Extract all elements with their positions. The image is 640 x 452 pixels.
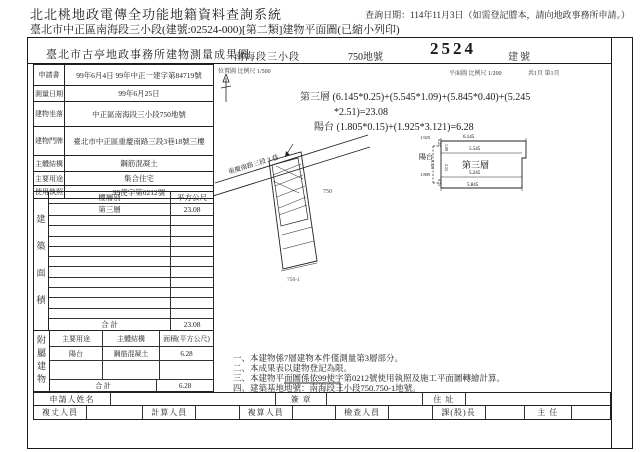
info-value: 99年6月25日 (118, 89, 160, 98)
notes-block (233, 353, 505, 393)
annex-total-row (50, 380, 213, 391)
empty-row (49, 237, 213, 247)
info-value: 臺北市中正區重慶南路三段3巷18號三樓 (73, 136, 205, 146)
calc-line: *2.51)=23.08 (334, 107, 388, 118)
annex-side-label: 附屬建物 (34, 331, 50, 391)
empty-row (49, 278, 213, 288)
building-number-label: 建號 (508, 52, 532, 63)
area-total-row (49, 319, 213, 330)
area-header-row (49, 192, 213, 204)
table-row (34, 102, 213, 127)
info-label: 測量日期 (34, 86, 65, 101)
page-count: 共1頁 第1頁 (528, 71, 560, 77)
dim-top: 6.145 (463, 135, 475, 140)
chief-value (486, 406, 525, 419)
note-line: 二、本成果表以建物登記為限。 (233, 363, 353, 373)
annex-building-table (33, 331, 214, 392)
dim-inner-bottom: 5.245 (469, 171, 481, 176)
dim-balcony-height: 3.121 (430, 160, 435, 169)
seal-value (327, 393, 423, 405)
empty-row (50, 361, 213, 380)
annex-data-row (50, 347, 213, 361)
office-title: 臺北市古亭地政事務所建物測量成果圖 (46, 49, 250, 61)
note-line: 四、建築基地地號：南海段三小段750.750-1地號。 (233, 383, 421, 393)
table-row (34, 172, 213, 186)
director-label: 主 任 (525, 406, 572, 419)
annex-use: 陽台 (50, 347, 103, 360)
dim-wall-upper: 1.09 (444, 144, 449, 151)
form-border (27, 37, 633, 449)
dim-corner-top: 0.25 (437, 139, 442, 146)
annex-area-header: 面積(平方公尺) (163, 334, 210, 343)
empty-row (49, 267, 213, 277)
calc-line: 第三層 (6.145*0.25)+(5.545*1.09)+(5.845*0.40)+(5.245 (300, 92, 531, 103)
floor-name: 第三層 (49, 204, 171, 215)
dim-left-bottom: 1.805 (420, 172, 431, 177)
applicant-row (33, 392, 611, 406)
table-row (34, 127, 213, 156)
dim-bottom: 5.845 (467, 183, 479, 188)
floor-plan-scale: 平面圖 比例尺 1/200 (449, 71, 502, 77)
empty-row (49, 309, 213, 319)
lot-number-sub: 750-1 (287, 277, 300, 283)
calc-line: 陽台 (1.805*0.15)+(1.925*3.121)=6.28 (314, 122, 474, 133)
applicant-value (111, 393, 276, 405)
info-label: 使用執照 (35, 188, 63, 196)
inspector-value (389, 406, 432, 419)
floor-sqm: 23.08 (183, 205, 201, 214)
sqm-column-header: 平方公尺 (177, 193, 207, 202)
query-date: 查詢日期：114年11月3日（如需登記謄本，請向地政事務所申請。） (365, 10, 630, 20)
calculator-value (196, 406, 239, 419)
staff-row (33, 406, 611, 420)
empty-row (49, 216, 213, 226)
note-line: 三、本建物平面圖係依99使字第0212號使用執照及施工平面圖轉繪計算。 (233, 373, 506, 383)
info-label: 申請書 (34, 65, 65, 85)
annex-structure: 鋼筋混凝土 (103, 347, 160, 360)
info-label: 主要用途 (34, 172, 65, 185)
surveyor-value (87, 406, 143, 419)
table-row (34, 86, 213, 102)
info-value: 鋼筋混凝土 (120, 159, 158, 168)
info-value: 99使字第0212號 (112, 187, 166, 197)
surveyor-label: 複丈人員 (34, 406, 87, 419)
building-info-table (33, 64, 214, 199)
form-title-row (28, 38, 611, 64)
annex-header-row (50, 331, 213, 347)
info-value: 99年6月4日 99年中正一建字第84719號 (76, 70, 202, 80)
director-value (572, 406, 610, 419)
table-row (34, 65, 213, 86)
inspector-label: 檢查人員 (336, 406, 389, 419)
address-label: 住 址 (423, 393, 466, 405)
north-arrow-icon (218, 74, 234, 104)
annex-total-value: 6.28 (178, 381, 192, 390)
annex-total-label: 合 計 (50, 380, 157, 391)
dim-corner-bottom: 0.15 (437, 179, 442, 186)
table-row (34, 156, 213, 172)
empty-row (49, 226, 213, 236)
empty-row (49, 257, 213, 267)
street-label: 重慶南路三段 3 巷 (227, 154, 280, 176)
land-number: 750地號 (348, 52, 383, 63)
location-map-scale: 位置圖 比例尺 1/500 (218, 69, 271, 75)
lot-number-main: 750 (323, 189, 332, 195)
recheck-label: 複算人員 (240, 406, 293, 419)
system-title: 北北桃地政電傳全功能地籍資料查詢系統 (30, 7, 283, 22)
area-side-label: 建築面積 (34, 192, 49, 330)
info-label: 建物門牌 (34, 127, 65, 155)
floor-data-row (49, 204, 213, 216)
balcony-label: 陽台 (419, 153, 433, 161)
note-line: 一、本建物係7層建物本件僅測量第3層部分。 (233, 353, 404, 363)
applicant-label: 申請人姓名 (34, 393, 111, 405)
empty-row (49, 298, 213, 308)
total-label: 合 計 (49, 319, 171, 330)
location-map (213, 131, 371, 309)
annex-use-header: 主要用途 (50, 331, 103, 346)
annex-area: 6.28 (180, 349, 193, 358)
empty-row (49, 247, 213, 257)
document-subtitle: 臺北市中正區南海段三小段(建號:02524-000)[第二類]建物平面圖(已縮小列印) (30, 24, 400, 36)
floor-plan (418, 126, 550, 222)
total-value: 23.08 (183, 319, 201, 329)
calculator-label: 計算人員 (143, 406, 196, 419)
chief-label: 課(股)長 (433, 406, 486, 419)
right-margin-line (611, 38, 612, 448)
dim-inner-top: 5.545 (469, 147, 481, 152)
room-label: 第三層 (462, 160, 490, 170)
dim-wall-lower: 2.51 (444, 164, 449, 171)
section-name: 南海段三小段 (234, 52, 300, 63)
info-label: 主體結構 (34, 156, 65, 171)
recheck-value (293, 406, 336, 419)
floor-column-header: 樓層別 (49, 192, 171, 203)
info-value: 中正區南海段三小段750地號 (92, 109, 186, 119)
building-number: 2524 (430, 39, 476, 58)
floor-area-table (33, 191, 214, 331)
address-value (466, 393, 610, 405)
annex-structure-header: 主體結構 (103, 331, 160, 346)
info-value: 集合住宅 (124, 174, 154, 183)
dim-left-top: 1.925 (420, 135, 431, 140)
empty-row (49, 288, 213, 298)
info-label: 建物坐落 (34, 102, 65, 126)
seal-label: 簽 章 (276, 393, 327, 405)
